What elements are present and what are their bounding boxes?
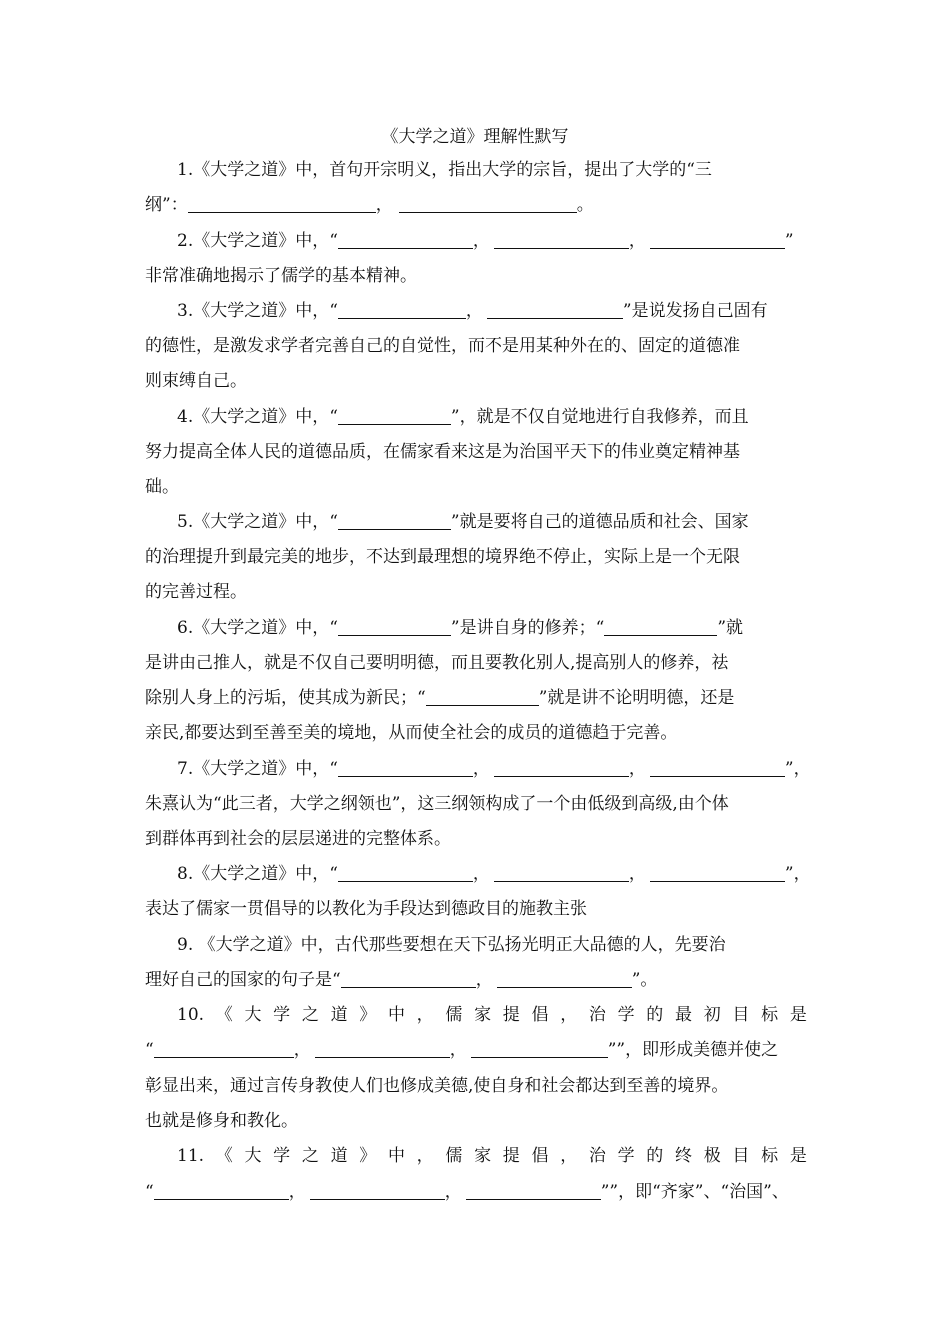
q8-text-c: ， <box>628 864 646 884</box>
q7-text-a: 7.《大学之道》中，“ <box>177 759 338 779</box>
q8-text-a: 8.《大学之道》中，“ <box>177 864 338 884</box>
q10-text-d: ””，即形成美德并使之 <box>607 1040 779 1060</box>
q11-char: 》 <box>359 1146 377 1166</box>
q10-blank-2[interactable] <box>315 1039 450 1058</box>
q3-text-c: ”是说发扬自己固有 <box>622 301 768 321</box>
q4-line-3: 础。 <box>145 477 179 497</box>
q11-char: 的 <box>646 1146 664 1166</box>
q10-text-a: “ <box>145 1040 154 1060</box>
q8-blank-2[interactable] <box>494 863 629 882</box>
q2-text-a: 2.《大学之道》中，“ <box>177 231 338 251</box>
q10-line-1 <box>177 1003 807 1027</box>
q6-text-c2: 除别人身上的污垢，使其成为新民；“ <box>145 688 426 708</box>
q11-char: 终 <box>675 1146 692 1166</box>
q5-blank-1[interactable] <box>338 511 451 530</box>
q10-char: 标 <box>761 1005 779 1025</box>
q10-char: 学 <box>617 1005 635 1025</box>
q11-line-1 <box>177 1144 807 1168</box>
q1-blank-2[interactable] <box>399 194 577 213</box>
q11-char: 中 <box>387 1146 405 1166</box>
q3-text-a: 3.《大学之道》中，“ <box>177 301 338 321</box>
q2-text-c: ， <box>628 231 646 251</box>
q9-line-2 <box>145 968 657 992</box>
q11-char: 标 <box>761 1146 779 1166</box>
q2-text-d: ” <box>784 231 794 251</box>
q10-text-b: ， <box>293 1040 311 1060</box>
q10-line-2 <box>145 1038 778 1062</box>
q11-char: 《 <box>215 1146 233 1166</box>
q5-text-a: 5.《大学之道》中，“ <box>177 512 338 532</box>
q6-line-3 <box>145 686 734 710</box>
q10-char: 》 <box>359 1005 377 1025</box>
q11-text-c: ， <box>444 1182 462 1202</box>
q5-line-1 <box>177 510 749 534</box>
q6-text-b: ”是讲自身的修养；“ <box>450 618 605 638</box>
q10-char: 目 <box>732 1005 750 1025</box>
q8-line-1 <box>177 862 811 886</box>
q7-text-b: ， <box>472 759 490 779</box>
q11-char: 极 <box>703 1146 721 1166</box>
q4-text-b: ”，就是不仅自觉地进行自我修养，而且 <box>450 407 749 427</box>
q4-text-a: 4.《大学之道》中，“ <box>177 407 338 427</box>
q2-line-1 <box>177 229 794 253</box>
q8-text-b: ， <box>472 864 490 884</box>
q11-char: 学 <box>273 1146 291 1166</box>
q10-char: 中 <box>387 1005 405 1025</box>
q5-text-b: ”就是要将自己的道德品质和社会、国家 <box>450 512 749 532</box>
q6-line-1 <box>177 616 743 640</box>
q2-blank-1[interactable] <box>338 230 473 249</box>
q10-char: ， <box>560 1005 578 1025</box>
q10-char: 治 <box>588 1005 606 1025</box>
q11-blank-2[interactable] <box>310 1181 445 1200</box>
q9-text-a: 理好自己的国家的句子是“ <box>145 970 341 990</box>
q11-char: 倡 <box>531 1146 549 1166</box>
q10-char: 家 <box>474 1005 492 1025</box>
q3-text-b: ， <box>465 301 483 321</box>
q5-line-3: 的完善过程。 <box>145 582 247 602</box>
q7-line-1 <box>177 757 811 781</box>
q1-text-c: 。 <box>576 195 594 215</box>
q11-char: 治 <box>588 1146 606 1166</box>
q10-char: 初 <box>703 1005 721 1025</box>
q11-char: 提 <box>502 1146 520 1166</box>
q9-line-1: 9. 《大学之道》中，古代那些要想在天下弘扬光明正大品德的人，先要治 <box>177 935 726 955</box>
q11-char: 11. <box>177 1146 205 1166</box>
q11-char: 道 <box>330 1146 348 1166</box>
q10-char: 10. <box>177 1005 205 1025</box>
q1-line-1: 1.《大学之道》中，首句开宗明义，指出大学的宗旨，提出了大学的“三 <box>177 160 712 180</box>
q7-blank-1[interactable] <box>338 758 473 777</box>
q10-char: 是 <box>789 1005 807 1025</box>
q7-blank-2[interactable] <box>494 758 629 777</box>
q3-blank-2[interactable] <box>487 300 623 319</box>
q10-blank-3[interactable] <box>471 1039 608 1058</box>
q9-blank-1[interactable] <box>341 969 476 988</box>
q11-char: 大 <box>244 1146 262 1166</box>
q6-line-2: 是讲由己推人，就是不仅自己要明明德，而且要教化别人,提高别人的修养，祛 <box>145 653 729 673</box>
q3-blank-1[interactable] <box>338 300 466 319</box>
q6-text-a: 6.《大学之道》中，“ <box>177 618 338 638</box>
q11-blank-3[interactable] <box>466 1181 601 1200</box>
q6-line-4: 亲民,都要达到至善至美的境地，从而使全社会的成员的道德趋于完善。 <box>145 723 678 743</box>
q4-blank-1[interactable] <box>338 406 451 425</box>
q9-blank-2[interactable] <box>497 969 632 988</box>
q11-char: ， <box>560 1146 578 1166</box>
q8-line-2: 表达了儒家一贯倡导的以教化为手段达到德政目的施教主张 <box>145 899 587 919</box>
page-title: 《大学之道》理解性默写 <box>381 127 569 147</box>
q1-text-b: ， <box>375 195 393 215</box>
q7-line-2: 朱熹认为“此三者，大学之纲领也”，这三纲领构成了一个由低级到高级,由个体 <box>145 794 729 814</box>
q9-text-b: ， <box>475 970 493 990</box>
q10-char: 道 <box>330 1005 348 1025</box>
q10-char: 大 <box>244 1005 262 1025</box>
q10-char: 的 <box>646 1005 664 1025</box>
q10-char: 最 <box>675 1005 692 1025</box>
q6-text-c: ”就 <box>717 618 744 638</box>
q11-text-b: ， <box>288 1182 306 1202</box>
q9-text-c: ”。 <box>631 970 658 990</box>
q10-blank-1[interactable] <box>154 1039 294 1058</box>
q10-char: ， <box>416 1005 434 1025</box>
q11-char: 目 <box>732 1146 750 1166</box>
q8-blank-1[interactable] <box>338 863 473 882</box>
q6-blank-3[interactable] <box>426 687 539 706</box>
q7-line-3: 到群体再到社会的层层递进的完整体系。 <box>145 829 451 849</box>
q10-char: 之 <box>301 1005 319 1025</box>
q2-line-2: 非常准确地揭示了儒学的基本精神。 <box>145 266 417 286</box>
q5-line-2: 的治理提升到最完美的地步，不达到最理想的境界绝不停止，实际上是一个无限 <box>145 547 740 567</box>
q10-char: 提 <box>502 1005 520 1025</box>
q1-text-a: 纲”： <box>145 195 188 215</box>
q6-blank-2[interactable] <box>604 617 717 636</box>
q11-char: 家 <box>474 1146 492 1166</box>
q8-blank-3[interactable] <box>650 863 785 882</box>
q11-line-2 <box>145 1180 789 1204</box>
q2-text-b: ， <box>472 231 490 251</box>
q10-char: 儒 <box>445 1005 463 1025</box>
q11-char: 是 <box>789 1146 807 1166</box>
q11-char: ， <box>416 1146 434 1166</box>
q11-char: 学 <box>617 1146 635 1166</box>
q1-line-2 <box>145 193 594 217</box>
q7-text-c: ， <box>628 759 646 779</box>
q4-line-1 <box>177 405 749 429</box>
q11-blank-1[interactable] <box>154 1181 289 1200</box>
q7-blank-3[interactable] <box>650 758 785 777</box>
q10-char: 倡 <box>531 1005 549 1025</box>
q10-line-4: 也就是修身和教化。 <box>145 1111 298 1131</box>
q11-text-a: “ <box>145 1182 154 1202</box>
q3-line-2: 的德性，是激发求学者完善自己的自觉性，而不是用某种外在的、固定的道德准 <box>145 336 740 356</box>
q3-line-1 <box>177 299 768 323</box>
q10-text-c: ， <box>449 1040 467 1060</box>
q2-blank-3[interactable] <box>650 230 785 249</box>
q10-char: 《 <box>215 1005 233 1025</box>
q4-line-2: 努力提高全体人民的道德品质，在儒家看来这是为治国平天下的伟业奠定精神基 <box>145 442 740 462</box>
q11-char: 儒 <box>445 1146 463 1166</box>
q2-blank-2[interactable] <box>494 230 629 249</box>
q10-char: 学 <box>273 1005 291 1025</box>
q7-text-d: ”， <box>784 759 811 779</box>
q6-blank-1[interactable] <box>338 617 451 636</box>
q11-text-d: ””，即“齐家”、“治国”、 <box>600 1182 789 1202</box>
q10-line-3: 彰显出来，通过言传身教使人们也修成美德,使自身和社会都达到至善的境界。 <box>145 1076 729 1096</box>
q8-text-d: ”， <box>784 864 811 884</box>
q11-char: 之 <box>301 1146 319 1166</box>
q3-line-3: 则束缚自己。 <box>145 371 247 391</box>
q6-text-d: ”就是讲不论明明德，还是 <box>538 688 735 708</box>
q1-blank-1[interactable] <box>188 194 376 213</box>
